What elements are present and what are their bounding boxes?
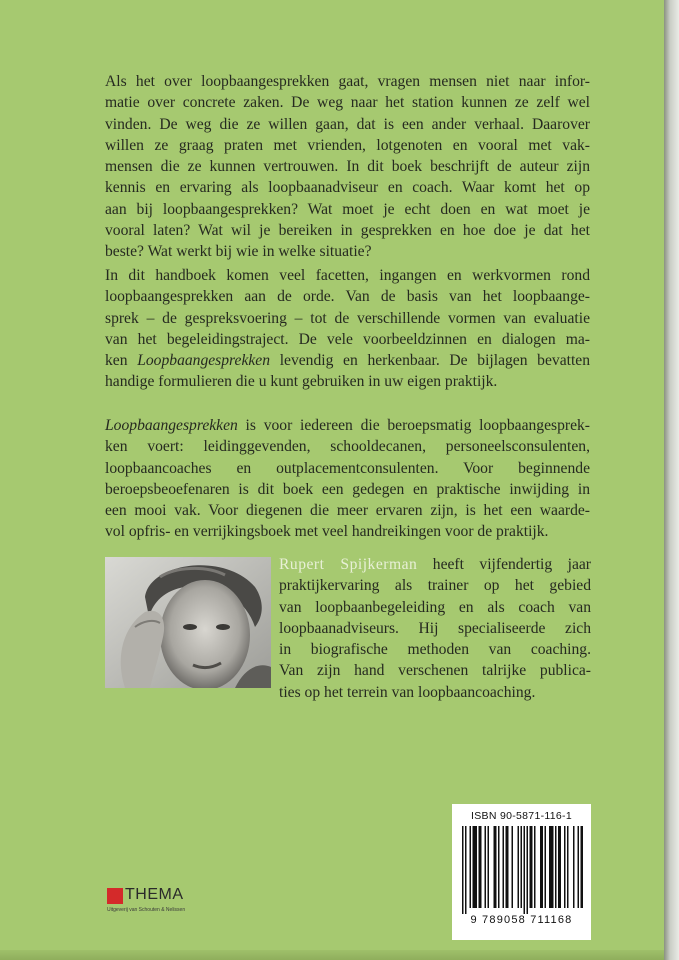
publisher-name: THEMA [125,886,184,903]
text-line: loopbaangesprekken aan de orde. Van de basis van het loopbaange- [105,288,590,306]
text-line: een mooi vak. Voor diegenen die meer ervaren zijn, is het een waarde- [105,502,590,520]
text-line: loopbaanadviseurs. Hij specialiseerde zich [279,619,591,637]
text-line: loopbaancoaches en outplacementconsulenten. Voor beginnende [105,459,590,477]
barcode-bar [530,826,533,908]
isbn-barcode-icon [460,826,583,914]
barcode-bar [465,826,467,914]
barcode-bar [578,826,580,908]
blurb-paragraph-2 [105,265,590,393]
text-line: praktijkervaring als trainer op het gebied [279,577,591,595]
barcode-bar [494,826,497,908]
text-line: van loopbaanbegeleiding en als coach van [279,598,591,616]
portrait-photo-icon [105,557,271,688]
barcode-bar [581,826,584,908]
barcode-bar [498,826,500,908]
barcode-bar [567,826,569,908]
barcode-bar [488,826,490,908]
text-line: Als het over loopbaangesprekken gaat, vragen mensen niet naar infor- [105,73,590,90]
text-line: sprek – de gespreksvoering – tot de verschillende vormen van evaluatie [105,309,590,327]
text-line: willen ze graag praten met vrienden, lotgenoten en vooral met vak- [105,136,590,154]
barcode-bar [555,826,557,908]
author-name: Rupert Spijkerman [279,556,418,573]
text-line: beste? Wat werkt bij wie in welke situatie? [105,243,372,261]
text-line: Van zijn hand verschenen talrijke publica- [279,662,591,680]
barcode-bar [521,826,523,908]
barcode-bar [540,826,543,908]
text-line: handige formulieren die u kunt gebruiken in uw eigen praktijk. [105,373,498,391]
barcode-bar [485,826,487,908]
text-line: beroepsbeoefenaren is dit boek een gedegen en praktische inwijding in [105,480,590,498]
barcode-bar [479,826,482,908]
publisher-subtitle: Uitgeverij van Schouten & Nelissen [107,907,186,913]
thema-logo-icon [107,888,123,904]
barcode-bar [462,826,464,914]
barcode-bar [534,826,536,908]
book-title-italic: Loopbaangesprekken [105,417,238,434]
text-line: ties op het terrein van loopbaancoaching. [279,683,536,701]
text-fragment: ken [105,352,138,370]
barcode-bar [506,826,509,908]
barcode-bar [558,826,561,908]
barcode-bar [470,826,472,908]
text-line: matie over concrete zaken. De weg naar het station kunnen ze zelf wel [105,94,590,112]
barcode-bar [473,826,478,908]
text-line: kennis en ervaring als loopbaanadviseur en coach. Waar komt het op [105,179,590,197]
page-edge [0,950,664,960]
text-line: in biografische methoden van coaching. [279,641,591,659]
text-fragment: is voor iedereen die beroepsmatig loopbaangesprek- [237,417,590,434]
blurb-paragraph-1 [105,71,590,263]
book-title-italic: Loopbaangesprekken [137,352,271,370]
isbn-barcode-box [452,804,591,940]
text-line: vol opfris- en verrijkingsboek met veel handreikingen voor de praktijk. [105,523,549,541]
barcode-bar [524,826,526,914]
text-line: aan bij loopbaangesprekken? Wat moet je echt doen en wat moet je [105,200,590,218]
barcode-bar [512,826,514,908]
text-line: In dit handboek komen veel facetten, ingangen en werkvormen rond [105,267,590,284]
barcode-bar [573,826,575,908]
barcode-bar [549,826,554,908]
text-line: van het begeleidingstraject. De vele voorbeeldzinnen en dialogen ma- [105,330,590,348]
text-line: vooral laten? Wat wil je bereiken in gesprekken en hoe doe je dat het [105,222,590,240]
text-fragment: heeft vijfendertig jaar [417,556,591,573]
publisher-logo [107,885,217,915]
barcode-bar [503,826,505,908]
author-bio [279,554,591,703]
text-fragment: levendig en herkenbaar. De bijlagen bevatten [270,352,590,370]
text-line [105,350,590,371]
isbn-label: ISBN 90-5871-116-1 [471,810,572,822]
barcode-digits: 9 789058 711168 [470,914,573,926]
barcode-bar [527,826,529,914]
text-line [279,554,591,575]
blurb-paragraph-3 [105,415,590,543]
text-line: ken voert: leidinggevenden, schooldecanen, personeelsconsulenten, [105,438,590,456]
text-line [105,415,590,436]
text-line: mensen die ze kunnen vertrouwen. In dit boek beschrijft de auteur zijn [105,158,590,176]
author-photo [105,557,271,688]
barcode-bar [545,826,547,908]
barcode-bar [518,826,520,908]
text-line: vinden. De weg die ze willen gaan, dat is een ander verhaal. Daarover [105,115,590,133]
page-shadow [664,0,679,960]
barcode-bar [564,826,566,908]
